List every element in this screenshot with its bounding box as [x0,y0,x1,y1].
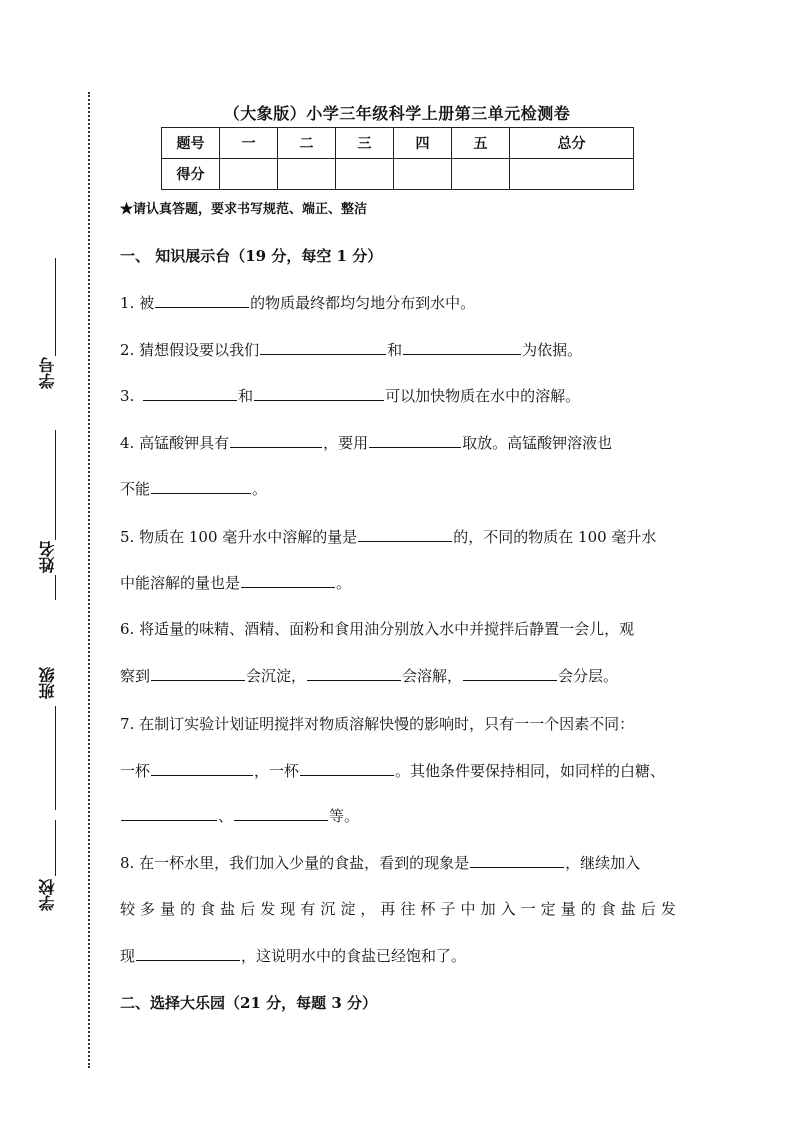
question-7-line-1 [120,713,634,734]
score-cell-5: 五 [452,128,510,159]
score-input-1[interactable] [220,159,278,190]
q8-number: 8. [120,854,135,872]
q8-justified-char: 再 [380,900,396,918]
question-8-line-1 [120,852,640,873]
name-text: 姓名 [37,541,57,573]
q8-justified-char: 盐 [620,900,636,918]
question-2 [120,339,582,360]
question-4-line-1 [120,432,612,453]
q8-text-d: 现 [120,947,136,965]
q6-blank-1[interactable] [151,666,245,681]
school-text: 学校 [37,879,57,911]
q6-blank-3[interactable] [463,666,557,681]
q2-blank-2[interactable] [403,340,521,355]
school-label [30,878,64,912]
q8-justified-char: 食 [200,900,216,918]
q6-text-e: 会分层。 [558,667,619,685]
q4-text-c: 取放。高锰酸钾溶液也 [462,434,613,452]
q8-justified-char: 现 [280,900,296,918]
question-4-line-2 [120,478,267,499]
q8-justified-char: 较 [120,900,136,918]
question-3 [120,385,580,406]
q8-justified-char: 有 [300,900,316,918]
q8-justified-char: 后 [640,900,656,918]
q8-justified-char: 杯 [420,900,436,918]
q1-text-b: 的物质最终都均匀地分布到水中。 [250,294,476,312]
instruction-note: ★请认真答题，要求书写规范、端正、整洁 [120,202,368,217]
q1-blank-1[interactable] [155,293,249,308]
section-1-heading: 一、 知识展示台（19 分，每空 1 分） [120,247,383,265]
q1-number: 1. [120,294,135,312]
q8-justified-char: 发 [260,900,276,918]
score-value-row [162,159,634,190]
q8-justified-char: 加 [480,900,496,918]
q8-justified-char: 食 [600,900,616,918]
q6-blank-2[interactable] [307,666,401,681]
q3-text-c: 可以加快物质在水中的溶解。 [385,387,581,405]
q5-text-c: 中能溶解的量也是 [120,574,241,592]
q7-text-b: 一杯 [120,762,151,780]
q8-justified-char: 入 [500,900,516,918]
score-cell-4: 四 [394,128,452,159]
q4-text-a: 高锰酸钾具有 [139,434,230,452]
q7-blank-4[interactable] [234,806,328,821]
q8-justified-char: 淀 [340,900,356,918]
q8-text-b: ，继续加入 [565,854,641,872]
score-input-3[interactable] [336,159,394,190]
q8-justified-char: 多 [140,900,156,918]
question-7-line-3 [120,805,359,826]
q3-number: 3. [120,387,135,405]
question-6-line-2 [120,665,618,686]
q8-justified-char: 量 [560,900,576,918]
q4-text-b: ，要用 [323,434,369,452]
question-7-line-2 [120,760,665,781]
name-label [30,540,64,574]
score-cell-total: 总分 [510,128,634,159]
q8-justified-char: 沉 [320,900,336,918]
school-line [55,820,56,876]
q8-justified-char: 的 [580,900,596,918]
question-5-line-2 [120,572,351,593]
q8-blank-1[interactable] [470,853,564,868]
section-2-heading: 二、选择大乐园（21 分，每题 3 分） [120,994,377,1012]
q6-number: 6. [120,620,135,638]
q2-blank-1[interactable] [260,340,386,355]
binding-dotted-line [88,92,90,1068]
q8-justified-char: 往 [400,900,416,918]
question-6-line-1 [120,618,634,639]
score-row-label: 得分 [162,159,220,190]
q3-text-b: 和 [238,387,254,405]
score-table [161,127,634,190]
q8-text-e: ，这说明水中的食盐已经饱和了。 [241,947,467,965]
q2-text-b: 和 [387,341,403,359]
q7-text-f: 等。 [329,807,360,825]
q2-text-a: 猜想假设要以我们 [139,341,260,359]
score-input-2[interactable] [278,159,336,190]
question-8-line-2 [120,898,676,919]
class-line [55,706,56,810]
q5-blank-1[interactable] [358,527,452,542]
q7-blank-2[interactable] [300,761,394,776]
q8-justified-char: 发 [660,900,676,918]
q7-blank-1[interactable] [151,761,253,776]
student-no-text: 学号 [37,357,57,389]
q4-blank-1[interactable] [230,433,322,448]
q5-number: 5. [120,528,135,546]
q8-justified-char: 子 [440,900,456,918]
q8-justified-char: 的 [180,900,196,918]
q4-blank-2[interactable] [369,433,461,448]
q5-blank-2[interactable] [241,573,335,588]
q7-number: 7. [120,715,135,733]
q7-text-c: ，一杯 [254,762,300,780]
q8-justified-char: 定 [540,900,556,918]
student-no-line [55,258,56,356]
q8-justified-char: 盐 [220,900,236,918]
q8-justified-char: 中 [460,900,476,918]
q8-blank-2[interactable] [136,946,240,961]
q8-justified-char: 一 [520,900,536,918]
q3-blank-2[interactable] [254,386,384,401]
name-line-lower [55,575,56,600]
score-input-4[interactable] [394,159,452,190]
q4-blank-3[interactable] [151,479,251,494]
q4-text-e: 。 [252,480,268,498]
question-5-line-1 [120,526,656,547]
page-title: （大象版）小学三年级科学上册第三单元检测卷 [223,104,571,123]
q6-text-b: 察到 [120,667,151,685]
q5-text-a: 物质在 100 毫升水中溶解的量是 [139,528,358,546]
q7-text-e: 、 [218,807,234,825]
q6-text-c: 会沉淀， [246,667,307,685]
score-cell-label: 题号 [162,128,220,159]
score-cell-3: 三 [336,128,394,159]
q2-number: 2. [120,341,135,359]
question-8-line-3 [120,945,466,966]
q7-text-a: 在制订实验计划证明搅拌对物质溶解快慢的影响时，只有一一个因素不同： [139,715,635,733]
q8-text-a: 在一杯水里，我们加入少量的食盐，看到的现象是 [139,854,470,872]
class-label [30,660,64,705]
q7-blank-3[interactable] [121,806,217,821]
score-cell-1: 一 [220,128,278,159]
q6-text-a: 将适量的味精、酒精、面粉和食用油分别放入水中并搅拌后静置一会儿，观 [139,620,635,638]
score-cell-2: 二 [278,128,336,159]
q8-justified-char: 量 [160,900,176,918]
q3-blank-1[interactable] [143,386,237,401]
q6-text-d: 会溶解， [402,667,463,685]
q2-text-c: 为依据。 [522,341,583,359]
q7-text-d: 。其他条件要保持相同，如同样的白糖、 [395,762,666,780]
q8-justified-char: 后 [240,900,256,918]
score-header-row [162,128,634,159]
q4-number: 4. [120,434,135,452]
score-input-5[interactable] [452,159,510,190]
q5-text-b: 的，不同的物质在 100 毫升水 [453,528,657,546]
q1-text-a: 被 [139,294,155,312]
q5-text-d: 。 [336,574,352,592]
score-input-total[interactable] [510,159,634,190]
class-text: 班级 [37,666,57,699]
name-line [55,430,56,540]
question-1 [120,292,475,313]
q4-text-d: 不能 [120,480,151,498]
q8-justified-char: ， [360,900,376,918]
student-no-label [30,356,64,390]
